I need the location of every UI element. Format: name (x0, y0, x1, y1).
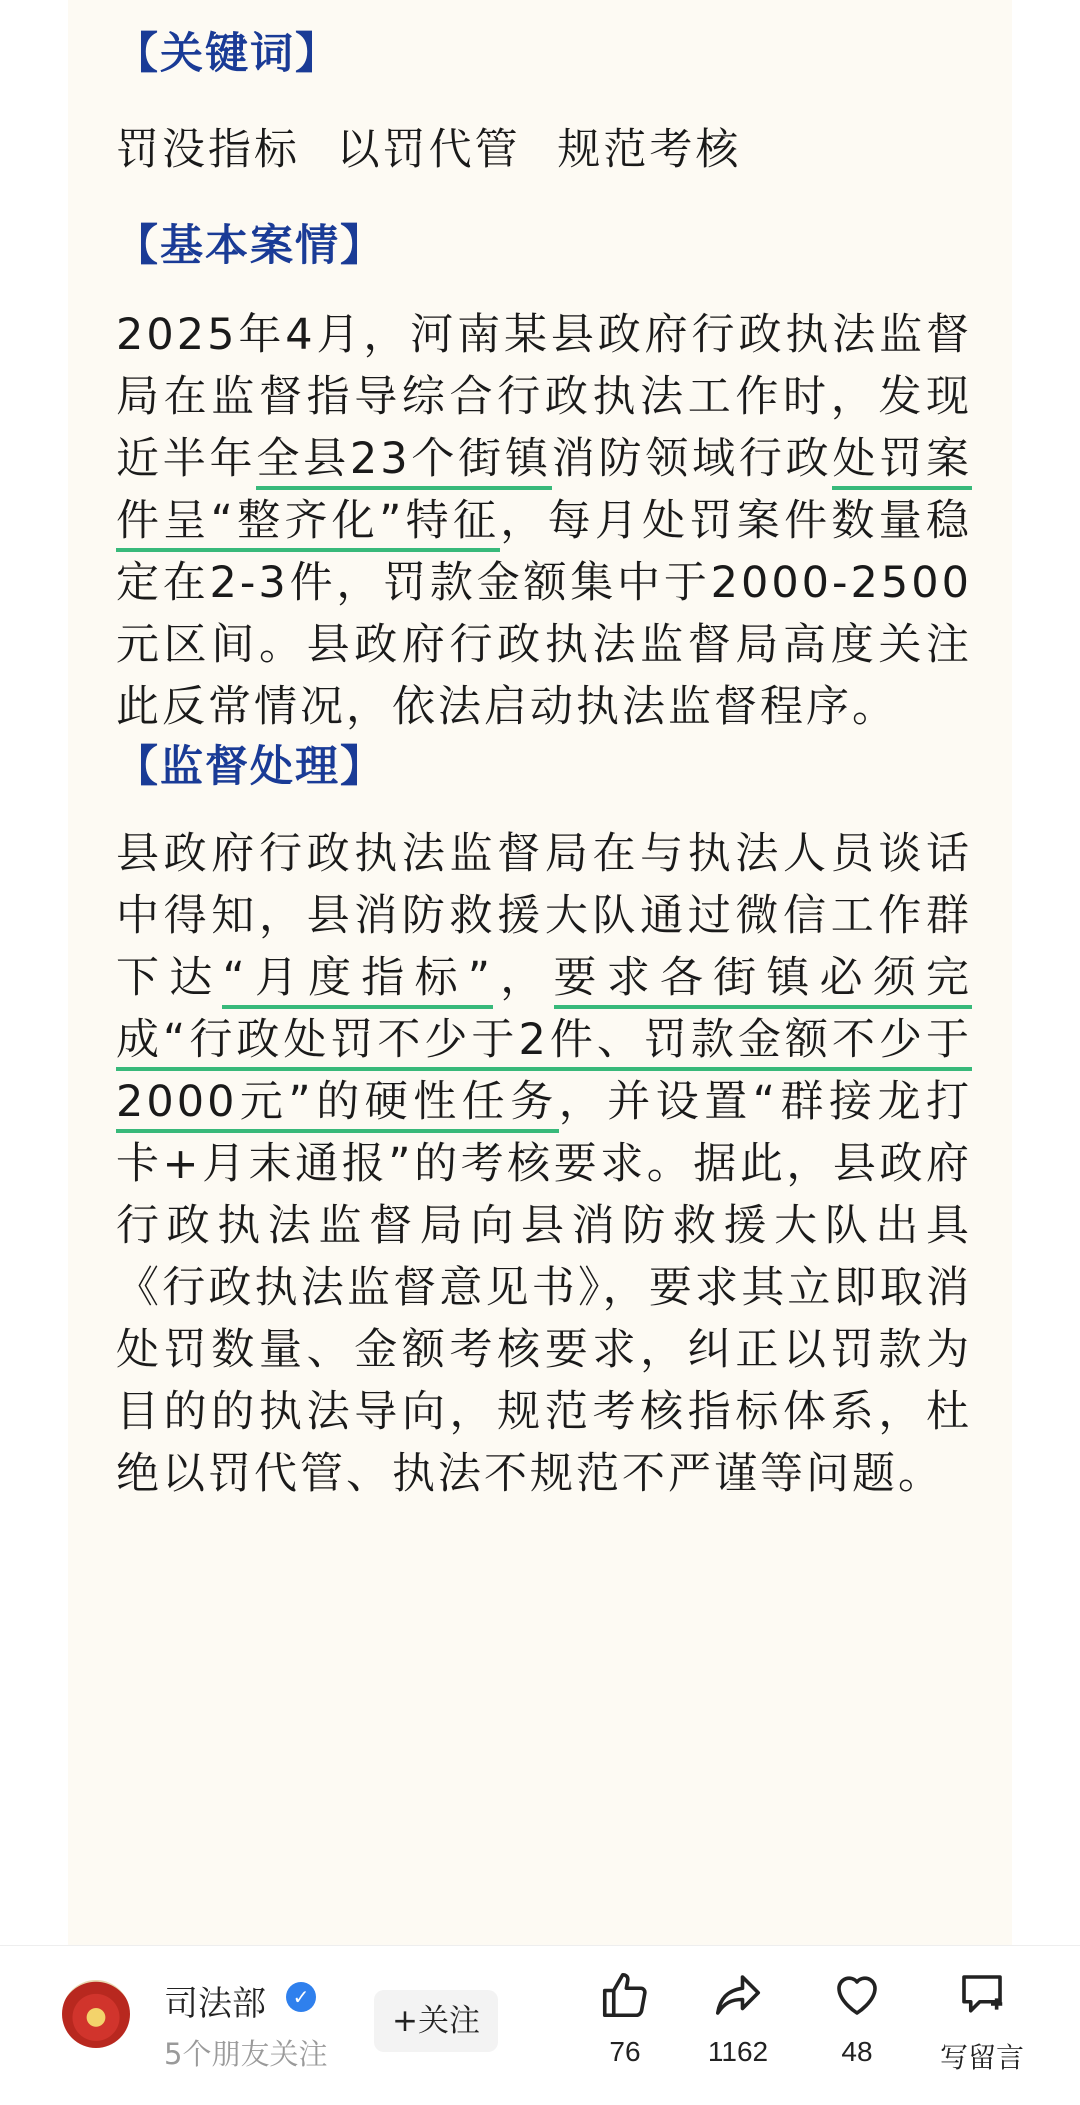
supervision-paragraph (116, 823, 972, 1505)
paragraph-text: 2025年4月，河南某县政府行政执法监督局在监督指导综合行政执法工作时，发现近半年 (116, 310, 972, 484)
bottom-action-bar (0, 1945, 1080, 2105)
like-count: 76 (609, 2036, 641, 2067)
case-heading: 【基本案情】 (115, 221, 385, 271)
paragraph-text: 县政府行政执法监督局在与执法人员谈话中得知，县消防救援大队通过微信工作群下达 (116, 829, 972, 1003)
friends-follow-text: 5个朋友关注 (164, 2037, 328, 2071)
highlighted-text: 处罚案件呈“整齐化”特征 (116, 434, 972, 552)
thumbs-up-icon (598, 1968, 652, 2022)
favorite-button[interactable] (807, 1968, 907, 2068)
highlighted-text: 要求各街镇必须完成“行政处罚不少于2件、罚款金额不少于2000元”的硬性任务 (116, 953, 972, 1133)
highlighted-text: “月度指标” (222, 953, 493, 1009)
keywords-heading: 【关键词】 (115, 29, 340, 79)
article-content (68, 0, 1012, 1945)
share-count: 1162 (707, 2036, 769, 2067)
share-arrow-icon (711, 1968, 765, 2022)
keywords-text: 罚没指标 以罚代管 规范考核 (116, 125, 742, 175)
account-name[interactable]: 司法部 (164, 1984, 266, 2024)
case-paragraph (116, 304, 972, 738)
follow-button[interactable]: +关注 (374, 1990, 498, 2052)
highlighted-text: 全县23个街镇 (256, 434, 551, 490)
favorite-count: 48 (841, 2036, 873, 2067)
share-button[interactable] (688, 1968, 788, 2068)
paragraph-text: ，每月处罚案件数量稳定在2-3件，罚款金额集中于2000-2500元区间。县政府行政执法监督局高度关注此反常情况，依法启动执法监督程序。 (116, 496, 972, 732)
supervision-heading: 【监督处理】 (115, 742, 385, 792)
heart-icon (830, 1968, 884, 2022)
comment-button[interactable] (922, 1968, 1042, 2076)
account-avatar[interactable] (62, 1980, 130, 2048)
paragraph-text: 消防领域行政 (551, 434, 833, 484)
paragraph-text: ， (493, 953, 554, 1003)
comment-plus-icon (955, 1968, 1009, 2022)
like-button[interactable] (575, 1968, 675, 2068)
verified-check-icon: ✓ (286, 1982, 316, 2012)
comment-label: 写留言 (939, 2042, 1024, 2073)
paragraph-text: ，并设置“群接龙打卡+月末通报”的考核要求。据此，县政府行政执法监督局向县消防救援大队出具《行政执法监督意见书》，要求其立即取消处罚数量、金额考核要求，纠正以罚款为目的的执法导向，规范考核指标体系，杜绝以罚代管、执法不规范不严谨等问题。 (116, 1077, 972, 1499)
